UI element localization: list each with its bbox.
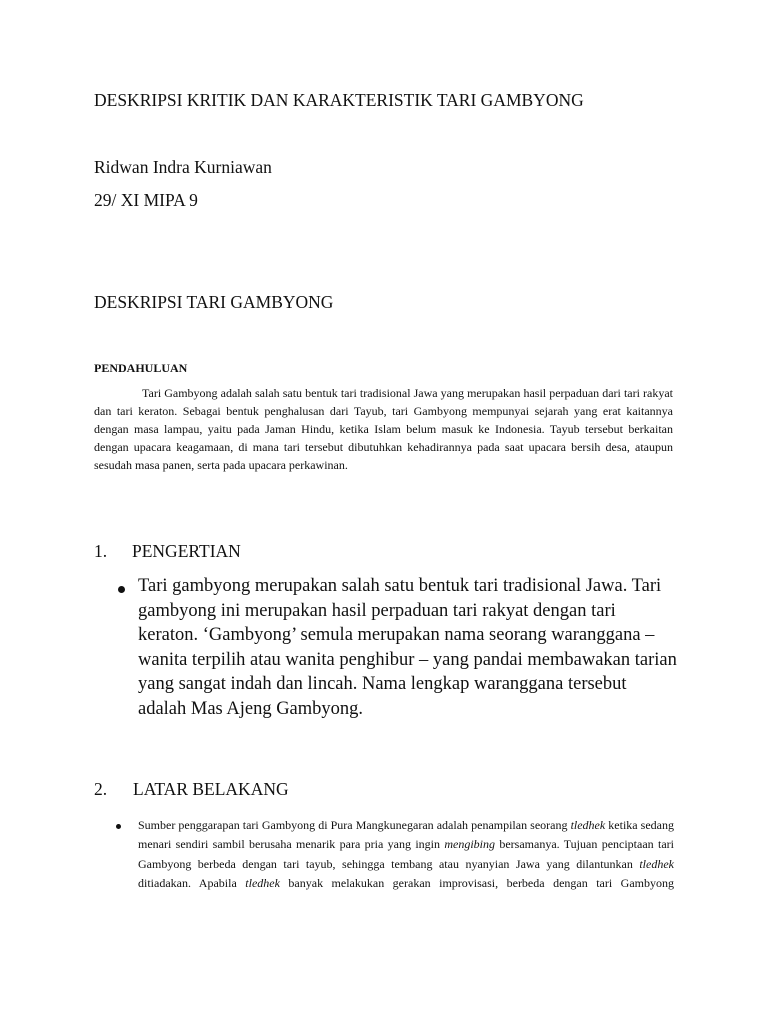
heading-text: LATAR BELAKANG: [133, 779, 289, 799]
heading-latar-belakang: [94, 779, 289, 800]
intro-heading: PENDAHULUAN: [94, 361, 188, 375]
heading-text: PENGERTIAN: [132, 541, 241, 561]
heading-number: 1.: [94, 541, 108, 561]
list-item: [116, 816, 674, 894]
italic-term: mengibing: [444, 837, 495, 852]
heading-pengertian: [94, 541, 241, 562]
text-run: ditiadakan. Apabila: [138, 876, 246, 891]
text-run: banyak melakukan gerakan improvisasi, berbeda dengan tari Gambyong: [279, 876, 675, 891]
bullet-icon: [118, 586, 125, 593]
author-name: Ridwan Indra Kurniawan: [94, 157, 272, 177]
heading-number: 2.: [94, 779, 108, 799]
intro-paragraph: Tari Gambyong adalah salah satu bentuk tari tradisional Jawa yang merupakan hasil perpaduan dari tari rakyat dan tari keraton. Sebagai bentuk penghalusan dari Tayub, tari Gambyong mempunyai sejarah yang erat kaitannya dengan masa lampau, yaitu pada Jaman Hindu, ketika Islam belum masuk ke Indonesia. Tayub tersebut berkaitan dengan upacara keagamaan, di mana tari tersebut dibutuhkan kehadirannya pada saat upacara bersih desa, ataupun sesudah masa panen, serta pada upacara perkawinan.: [94, 386, 673, 472]
student-class-line: 29/ XI MIPA 9: [94, 190, 198, 210]
italic-term: tledhek: [570, 818, 606, 832]
bullet-icon: [116, 824, 121, 829]
pengertian-paragraph: Tari gambyong merupakan salah satu bentuk tari tradisional Jawa. Tari gambyong ini merupakan hasil perpaduan tari rakyat dengan tari keraton. ‘Gambyong’ semula merupakan nama seorang waranggana – wanita terpilih atau wanita penghibur – yang pandai membawakan tarian yang sangat indah dan lincah. Nama lengkap waranggana tersebut adalah Mas Ajeng Gambyong.: [138, 576, 677, 719]
latar-belakang-paragraph: [138, 816, 674, 894]
text-run: ketika sedang menari sendiri sambil berusaha menarik para pria yang ingin: [138, 818, 674, 852]
list-item: [118, 574, 678, 722]
document-title: DESKRIPSI KRITIK DAN KARAKTERISTIK TARI GAMBYONG: [94, 90, 584, 110]
italic-term: tledhek: [639, 856, 674, 871]
italic-term: tledhek: [245, 876, 280, 891]
text-run: bersamanya. Tujuan penciptaan tari Gambyong berbeda dengan tari tayub, sehingga tembang atau nyanyian Jawa yang dilantunkan: [138, 837, 674, 871]
section-title: DESKRIPSI TARI GAMBYONG: [94, 292, 334, 312]
text-run: Sumber penggarapan tari Gambyong di Pura Mangkunegaran adalah penampilan seorang: [138, 818, 571, 832]
